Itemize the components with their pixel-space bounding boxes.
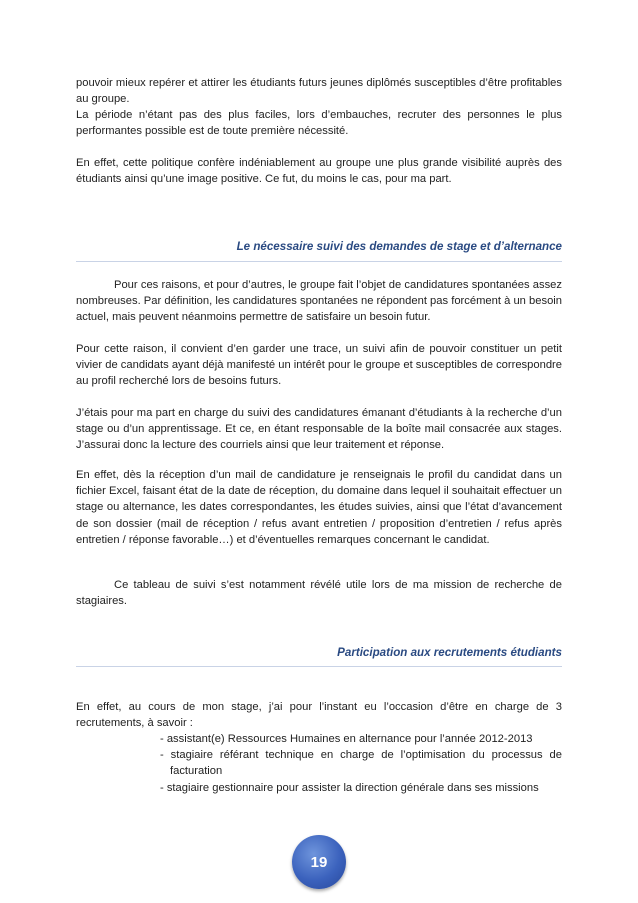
list-item: - stagiaire gestionnaire pour assister la direction générale dans ses missions: [160, 781, 539, 794]
section-heading-suivi: Le nécessaire suivi des demandes de stage et d’alternance: [236, 240, 562, 253]
intro-paragraph-3: En effet, cette politique confère indéniablement au groupe une plus grande visibilité auprès des étudiants ainsi qu’une image positive. Ce fut, du moins le cas, pour ma part.: [76, 157, 562, 186]
document-page: [76, 0, 562, 903]
section-divider: [76, 261, 562, 262]
section1-paragraph-4: En effet, dès la réception d’un mail de candidature je renseignais le profil du candidat dans un fichier Excel, faisant état de la date de réception, du domaine dans lequel il souhaitait effectuer un stage ou alternance, les dates correspondantes, les études suivies, ainsi que l’état d’avancement de son dossier (mail de réception / refus avant entretien / proposition d’entretien / refus après entretien / réponse favorable…) et d’éventuelles remarques concernant le candidat.: [76, 469, 562, 546]
intro-paragraph-2: La période n’étant pas des plus faciles, lors d’embauches, recruter des personnes le plus performantes possible est de toute première nécessité.: [76, 109, 562, 138]
section1-paragraph-1: Pour ces raisons, et pour d’autres, le groupe fait l’objet de candidatures spontanées assez nombreuses. Par définition, les candidatures spontanées ne répondent pas forcément à un besoin actuel, mais peuvent néanmoins permettre de satisfaire un besoin futur.: [76, 279, 562, 324]
intro-paragraph-1: pouvoir mieux repérer et attirer les étudiants futurs jeunes diplômés susceptibles d’être profitables au groupe.: [76, 77, 562, 106]
list-item: - stagiaire référant technique en charge de l’optimisation du processus de facturation: [160, 749, 562, 778]
section-divider: [76, 666, 562, 667]
section1-paragraph-5: Ce tableau de suivi s’est notamment révélé utile lors de ma mission de recherche de stagiaires.: [76, 579, 562, 608]
section2-intro: En effet, au cours de mon stage, j’ai pour l’instant eu l’occasion d’être en charge de 3 recrutements, à savoir :: [76, 701, 562, 730]
section-heading-recrutements: Participation aux recrutements étudiants: [337, 646, 562, 659]
list-item: - assistant(e) Ressources Humaines en alternance pour l’année 2012-2013: [160, 733, 533, 745]
recruitment-list: [160, 731, 562, 796]
section1-paragraph-2: Pour cette raison, il convient d’en garder une trace, un suivi afin de pouvoir constituer un petit vivier de candidats ayant déjà manifesté un intérêt pour le groupe et susceptibles de correspondre au profil recherché lors de besoins futurs.: [76, 343, 562, 388]
page-number-badge: 19: [292, 835, 346, 889]
section1-paragraph-3: J’étais pour ma part en charge du suivi des candidatures émanant d’étudiants à la recherche d’un stage ou d’un apprentissage. Et ce, en étant responsable de la boîte mail consacrée aux stages. J’assurai donc la lecture des courriels ainsi que leur traitement et réponse.: [76, 407, 562, 452]
